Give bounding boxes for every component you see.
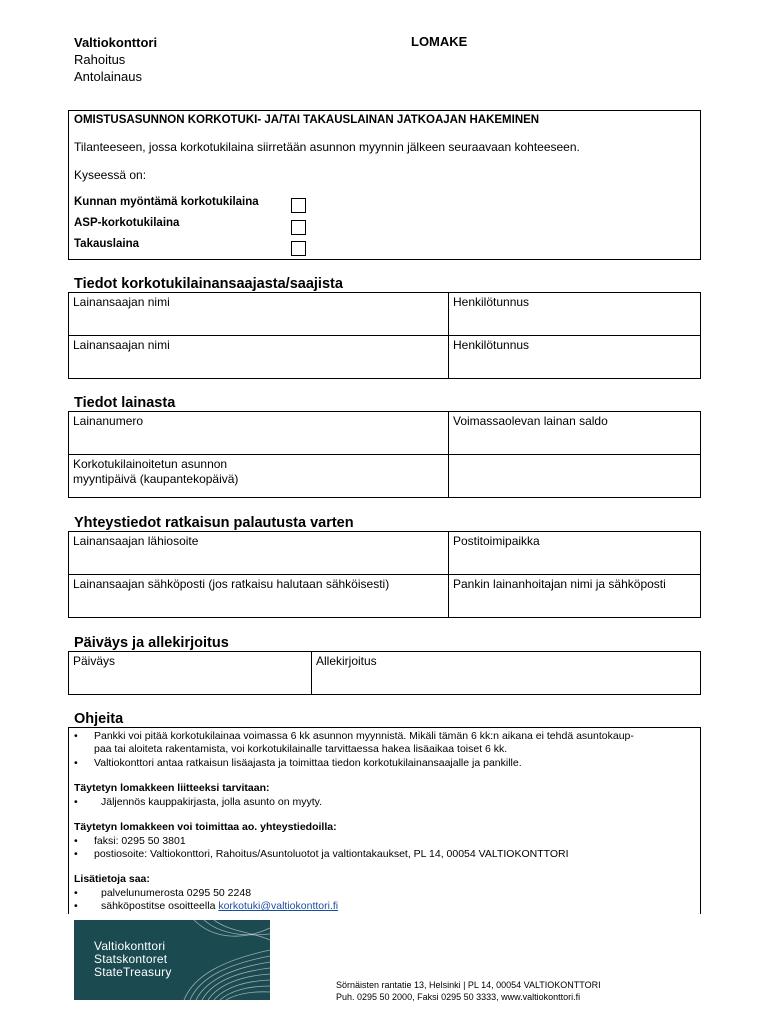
email-link[interactable]: korkotuki@valtiokonttori.fi [218, 900, 339, 912]
email-item: • sähköpostitse osoitteella korkotuki@valtiokonttori.fi [74, 900, 339, 912]
intro-text: Tilanteeseen, jossa korkotukilaina siirretään asunnon myynnin jälkeen seuraavaan kohteeseen. [74, 140, 580, 154]
loan-table [68, 411, 701, 498]
instruction-bullet-1: • Pankki voi pitää korkotukilainaa voimassa 6 kk asunnon myynnistä. Mikäli tämän 6 kk:n aikana ei tehdä asuntokaup- [74, 730, 634, 742]
page-footer [336, 979, 601, 1003]
checkbox-asp-korkotukilaina[interactable] [291, 220, 306, 235]
instruction-bullet-1-cont: paa tai aloiteta rakentamista, voi korkotukilainalle tarvittaessa hakea lisäaikaa toiset 6 kk. [94, 743, 508, 755]
sale-date-value-field[interactable] [449, 455, 701, 498]
borrower-id-field-2[interactable]: Henkilötunnus [449, 336, 701, 379]
submission-heading: Täytetyn lomakkeen voi toimittaa ao. yhteystiedoilla: [74, 821, 337, 833]
checkbox-takauslaina[interactable] [291, 241, 306, 256]
phone-item: • palvelunumerosta 0295 50 2248 [74, 887, 252, 899]
street-address-field[interactable]: Lainansaajan lähiosoite [69, 532, 449, 575]
application-type-box [68, 110, 701, 260]
org-subunit: Antolainaus [74, 69, 142, 84]
section-heading-loan: Tiedot lainasta [74, 395, 176, 411]
signature-table [68, 651, 701, 695]
bullet-icon: • [74, 796, 78, 808]
instruction-bullet-2: • Valtiokonttori antaa ratkaisun lisäajasta ja toimittaa tiedon korkotukilainansaajalle ja pankille. [74, 757, 522, 769]
bullet-icon: • [74, 757, 78, 769]
bullet-icon: • [74, 730, 78, 742]
footer-contact: Puh. 0295 50 2000, Faksi 0295 50 3333, www.valtiokonttori.fi [336, 992, 581, 1002]
section-heading-contact: Yhteystiedot ratkaisun palautusta varten [74, 515, 354, 531]
section-heading-borrowers: Tiedot korkotukilainansaajasta/saajista [74, 276, 343, 292]
organization-header [74, 34, 157, 85]
date-field[interactable]: Päiväys [69, 652, 312, 695]
bullet-icon: • [74, 848, 78, 860]
borrower-name-field-2[interactable]: Lainansaajan nimi [69, 336, 449, 379]
attachments-heading: Täytetyn lomakkeen liitteeksi tarvitaan: [74, 782, 270, 794]
attachment-item: • Jäljennös kauppakirjasta, jolla asunto on myyty. [74, 796, 323, 808]
sale-date-field[interactable] [69, 455, 449, 498]
loan-balance-field[interactable]: Voimassaolevan lainan saldo [449, 412, 701, 455]
postal-address-item: • postiosoite: Valtiokonttori, Rahoitus/Asuntoluotot ja valtiontakaukset, PL 14, 00054 VALTIOKONTTORI [74, 848, 569, 860]
question-text: Kyseessä on: [74, 168, 147, 182]
more-info-heading: Lisätietoja saa: [74, 873, 150, 885]
borrower-email-field[interactable]: Lainansaajan sähköposti (jos ratkaisu halutaan sähköisesti) [69, 575, 449, 618]
signature-field[interactable]: Allekirjoitus [312, 652, 701, 695]
org-unit: Rahoitus [74, 52, 126, 67]
contact-table [68, 531, 701, 618]
postal-city-field[interactable]: Postitoimipaikka [449, 532, 701, 575]
section-heading-instructions: Ohjeita [74, 711, 124, 727]
instructions-box [68, 727, 701, 914]
org-name: Valtiokonttori [74, 35, 158, 50]
bullet-icon: • [74, 835, 78, 847]
option-label-asp: ASP-korkotukilaina [74, 217, 180, 229]
sale-date-label-1: Korkotukilainoitetun asunnon [73, 457, 228, 471]
checkbox-kunnan-korkotukilaina[interactable] [291, 198, 306, 213]
bank-officer-field[interactable]: Pankin lainanhoitajan nimi ja sähköposti [449, 575, 701, 618]
borrowers-table [68, 292, 701, 379]
fax-item: • faksi: 0295 50 3801 [74, 835, 186, 847]
logo-text: Valtiokonttori Statskontoret StateTreasury [94, 939, 172, 979]
bullet-icon: • [74, 900, 78, 912]
sale-date-label-2: myyntipäivä (kaupantekopäivä) [73, 472, 239, 486]
bullet-icon: • [74, 887, 78, 899]
form-label: LOMAKE [411, 34, 468, 49]
borrower-name-field-1[interactable]: Lainansaajan nimi [69, 293, 449, 336]
valtiokonttori-logo [74, 920, 270, 1000]
option-label-takauslaina: Takauslaina [74, 238, 139, 250]
footer-address: Sörnäisten rantatie 13, Helsinki | PL 14, 00054 VALTIOKONTTORI [336, 980, 601, 990]
form-title: OMISTUSASUNNON KORKOTUKI- JA/TAI TAKAUSLAINAN JATKOAJAN HAKEMINEN [74, 114, 540, 126]
option-label-kunnan: Kunnan myöntämä korkotukilaina [74, 196, 259, 208]
loan-number-field[interactable]: Lainanumero [69, 412, 449, 455]
borrower-id-field-1[interactable]: Henkilötunnus [449, 293, 701, 336]
section-heading-signature: Päiväys ja allekirjoitus [74, 635, 229, 651]
